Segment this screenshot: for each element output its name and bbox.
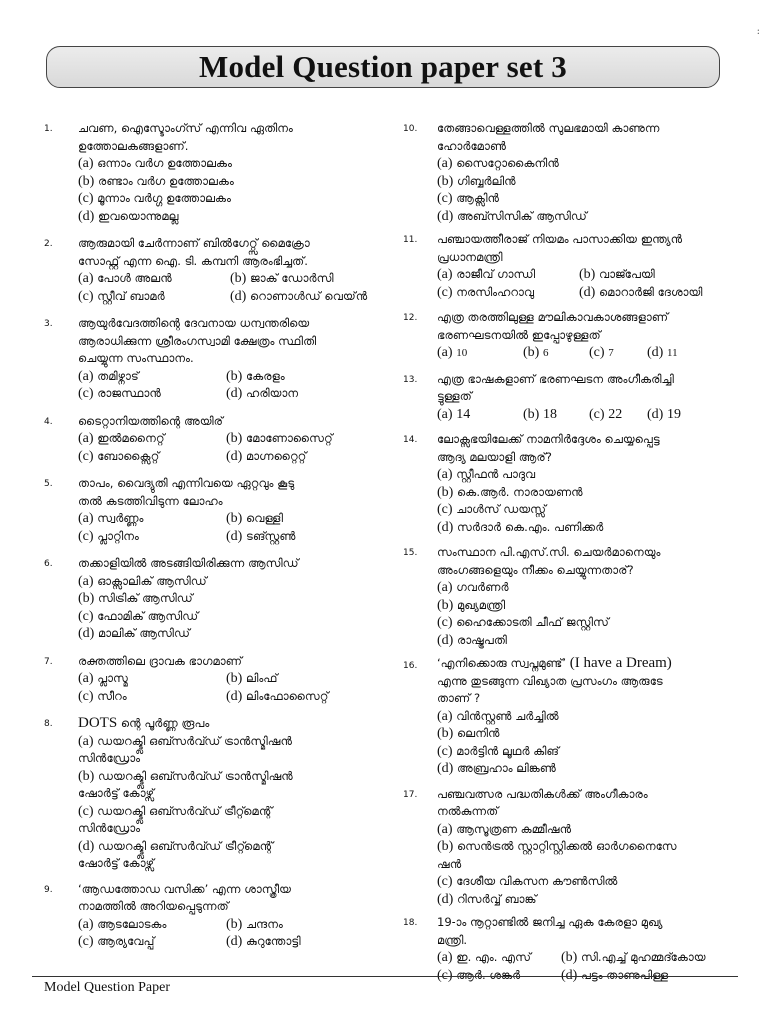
option-c: (c) സ്റ്റീവ് ബാമർ: [78, 288, 165, 304]
question-7: [44, 653, 372, 706]
question-text-line: നാമത്തിൽ അറിയപ്പെടുന്നത്: [78, 899, 229, 913]
question-text-line: മന്ത്രി.: [437, 932, 468, 947]
question-text-line: ആരുമായി ചേർന്നാണ് ബിൽഗേറ്റ്സ് മൈക്രോ: [78, 236, 310, 250]
option-c: (c) ആർ. ശങ്കർ: [437, 967, 521, 983]
question-text-line: തൽ കടത്തിവിടുന്ന ലോഹം: [78, 493, 223, 508]
option-b: (b) സെൻട്രൽ സ്റ്റാറ്റിസ്റ്റിക്കൽ ഓർഗനൈസേ: [437, 839, 677, 854]
question-number: 15.: [403, 548, 418, 558]
question-1: [44, 120, 372, 225]
option-b-cont: ഷോർട്ട് കോഴ്സ്: [78, 786, 155, 800]
option-c: (c) ഹൈക്കോടതി ചീഫ് ജസ്റ്റിസ്: [437, 615, 609, 630]
option-a: (a) ആടലോടകം: [78, 916, 167, 932]
option-a: (a) ഒന്നാം വർഗ ഉത്തോലകം: [78, 156, 232, 171]
option-b: (b) 18: [523, 406, 558, 422]
option-b: (b) മുഖ്യമന്ത്രി: [437, 597, 506, 613]
option-c: (c) മൂന്നാം വർഗ്ഗ ഉത്തോലകം: [78, 191, 231, 206]
option-b: (b) വെള്ളി: [226, 511, 283, 526]
question-text-line: രക്തത്തിലെ ദ്രാവക ഭാഗമാണ്: [78, 653, 243, 668]
option-c: (c) ദേശീയ വികസന കൗൺസിൽ: [437, 874, 618, 889]
option-d: (d) 19: [647, 406, 682, 422]
option-b: (b) ഗിബ്ബർലിൻ: [437, 173, 516, 189]
question-text-line: പഞ്ചവത്സര പദ്ധതികൾക്ക് അംഗീകാരം: [437, 786, 648, 801]
option-a: (a) രാജീവ് ഗാന്ധി: [437, 267, 536, 282]
question-6: [44, 555, 372, 643]
question-text-line: ടൈറ്റാനിയത്തിന്റെ അയിര്: [78, 413, 223, 428]
footer-divider: [32, 976, 738, 977]
page-title: Model Question paper set 3: [198, 49, 567, 84]
option-c: (c) ഡയറക്ട്ലി ഒബ്സർവ്ഡ് ട്രീറ്റ്മെന്റ്: [78, 803, 273, 819]
option-b: (b) കെ.ആർ. നാരായണൻ: [437, 484, 583, 500]
option-c: (c) സീറം: [78, 688, 127, 704]
question-number: 2.: [44, 239, 53, 249]
question-text-line: ലോക്സഭയിലേക്ക് നാമനിർദ്ദേശം ചെയ്യപ്പെട്ട: [437, 432, 660, 446]
option-b-cont: ഷൻ: [437, 856, 462, 871]
question-14: [403, 431, 729, 536]
question-text-line: അംഗങ്ങളെയും നീക്കം ചെയ്യുന്നതാര്?: [437, 562, 634, 577]
question-text-line: ‘ആഡത്തോഡ വസിക്ക’ എന്ന ശാസ്ത്രീയ: [78, 881, 291, 896]
question-text-line: ട്ടുള്ളത്: [437, 389, 472, 403]
question-17: [403, 786, 729, 909]
question-text-line: തക്കാളിയിൽ അടങ്ങിയിരിക്കുന്ന ആസിഡ്: [78, 556, 299, 570]
option-a: (a) പ്ലാസ്മ: [78, 671, 128, 686]
question-text-line: ചെയ്യുന്ന സംസ്ഥാനം.: [78, 351, 194, 365]
option-c: (c) 7: [589, 345, 614, 360]
option-b: (b) മോണോസൈറ്റ്: [226, 431, 333, 446]
option-d: (d) അബ്സിസിക് ആസിഡ്: [437, 208, 587, 224]
question-number: 14.: [403, 435, 418, 445]
acronym: DOTS: [78, 715, 118, 731]
question-text-line: പ്രധാനമന്ത്രി: [437, 249, 503, 264]
option-d: (d) മാഗ്നറ്റൈറ്റ്: [226, 448, 307, 464]
option-a: (a) ഡയറക്ട്ലി ഒബ്സർവ്ഡ് ട്രാൻസ്മിഷൻ: [78, 733, 293, 749]
title-banner: [46, 46, 720, 88]
question-16: [403, 655, 729, 778]
option-b: (b) ചന്ദനം: [226, 916, 283, 932]
question-text-line: എന്നു തുടങ്ങുന്ന വിഖ്യാത പ്രസംഗം ആരുടേ: [437, 673, 663, 688]
option-d: (d) ഹരിയാന: [226, 386, 299, 401]
option-d: (d) റിസർവ്വ് ബാങ്ക്: [437, 891, 537, 907]
question-number: 16.: [403, 661, 418, 671]
question-13: [403, 371, 729, 424]
option-a: (a) ഇ. എം. എസ്: [437, 950, 532, 965]
option-a: (a) പോൾ അലൻ: [78, 271, 172, 286]
option-c: (c) 22: [589, 406, 623, 422]
question-text-line: ആയുർവേദത്തിന്റെ ദേവനായ ധന്വന്തരിയെ: [78, 316, 310, 330]
question-text-line: ചവണ, ഐസ്ടോംഗ്സ് എന്നിവ ഏതിനം: [78, 121, 293, 135]
question-number: 17.: [403, 789, 418, 800]
question-number: 5.: [44, 479, 53, 489]
option-d: (d) ഇവയൊന്നുമല്ല: [78, 208, 179, 224]
english-quote: (I have a Dream): [569, 655, 672, 671]
question-number: 1.: [44, 124, 53, 134]
question-15: [403, 544, 729, 649]
option-d: (d) റൊണാൾഡ് വെയ്ൻ: [230, 288, 368, 304]
option-d: (d) സർദാർ കെ.എം. പണിക്കർ: [437, 519, 604, 535]
option-d-cont: ഷോർട്ട് കോഴ്സ്: [78, 856, 155, 870]
question-text-line: പഞ്ചായത്തീരാജ് നിയമം പാസാക്കിയ ഇന്ത്യൻ: [437, 232, 683, 246]
question-5: [44, 475, 372, 545]
option-a: (a) 10: [437, 345, 468, 360]
question-text-line: ഉത്തോലകങ്ങളാണ്.: [78, 138, 189, 153]
question-text-line: താപം, വൈദ്യുതി എന്നിവയെ ഏറ്റവും കൂടു: [78, 476, 295, 490]
option-d: (d) ലിംഫോസൈറ്റ്: [226, 688, 329, 704]
option-c: (c) നരസിംഹറാവു: [437, 284, 535, 300]
question-number: 12.: [403, 313, 418, 323]
option-b: (b) ലെനിൻ: [437, 726, 500, 741]
question-text-line: സോഫ്റ്റ് എന്ന ഐ. ടി. കമ്പനി ആരംഭിച്ചത്.: [78, 253, 308, 268]
question-number: 10.: [403, 124, 418, 134]
question-text-line: DOTS ന്റെ പൂർണ്ണ രൂപം: [78, 715, 210, 731]
question-3: [44, 315, 372, 403]
option-d: (d) കുറുന്തോട്ടി: [226, 934, 301, 949]
right-column: [403, 120, 729, 984]
question-text-line: ഭരണഘടനയിൽ ഇപ്പോഴുള്ളത്: [437, 327, 601, 342]
option-b: (b) സിട്രിക് ആസിഡ്: [78, 591, 193, 606]
question-text-line: എത്ര തരത്തിലുള്ള മൗലികാവകാശങ്ങളാണ്: [437, 310, 669, 324]
question-text-line: നൽകുന്നത്: [437, 804, 499, 818]
question-text-line: എത്ര ഭാഷകളാണ് ഭരണഘടന അംഗീകരിച്ചി: [437, 371, 674, 386]
left-column: [44, 120, 372, 951]
option-c: (c) രാജസ്ഥാൻ: [78, 386, 161, 401]
question-number: 8.: [44, 719, 53, 729]
option-a: (a) ഗവർണർ: [437, 580, 509, 595]
question-number: 7.: [44, 656, 53, 667]
question-11: [403, 231, 729, 301]
question-number: 18.: [403, 918, 418, 928]
option-c: (c) മാർട്ടിൻ ലൂഥർ കിങ്: [437, 743, 560, 759]
question-number: 6.: [44, 559, 53, 569]
option-b: (b) കേരളം: [226, 368, 285, 384]
question-9: [44, 881, 372, 951]
question-text-line: ആരാധിക്കുന്ന ശ്രീരംഗസ്വാമി ക്ഷേത്രം സ്ഥിതി: [78, 333, 317, 348]
option-a: (a) സൈറ്റോകൈനിൻ: [437, 156, 559, 171]
option-b: (b) 6: [523, 345, 549, 360]
question-4: [44, 413, 372, 466]
question-number: 11.: [403, 235, 418, 245]
option-c: (c) ചാൾസ് ഡയസ്സ്: [437, 502, 547, 517]
option-d: (d) അബ്രഹാം ലിങ്കൺ: [437, 761, 557, 776]
question-text-line: 19-ാം നൂറ്റാണ്ടിൽ ജനിച്ച ഏക കേരളാ മുഖ്യ: [437, 915, 663, 929]
option-b: (b) വാജ്പേയി: [579, 267, 655, 282]
question-text-line: തേങ്ങാവെള്ളത്തിൽ സുലഭമായി കാണുന്ന: [437, 121, 660, 135]
question-text-line: സംസ്ഥാന പി.എസ്.സി. ചെയർമാനെയും: [437, 545, 661, 559]
option-a: (a) തമിഴ്നാട്: [78, 368, 139, 384]
option-a: (a) ഓക്സാലിക് ആസിഡ്: [78, 573, 207, 589]
question-number: 3.: [44, 319, 53, 329]
question-18: [403, 914, 729, 984]
option-c: (c) ആര്യവേപ്പ്: [78, 934, 155, 949]
question-text-line: ഹോർമോൺ: [437, 138, 507, 153]
question-text-line: താണ് ?: [437, 691, 481, 705]
option-d: (d) മാലിക് ആസിഡ്: [78, 626, 190, 641]
question-2: [44, 235, 372, 305]
option-d: (d) മൊറാർജി ദേശായി: [579, 284, 703, 300]
option-c: (c) പ്ലാറ്റിനം: [78, 528, 139, 544]
option-d: (d) ടങ്സ്റ്റൺ: [226, 528, 296, 544]
option-c: (c) ബോക്സൈറ്റ്: [78, 448, 160, 464]
option-d: (d) 11: [647, 345, 678, 360]
option-b: (b) ജാക് ഡോർസി: [230, 271, 334, 286]
page-corner-mark: :: [756, 26, 760, 37]
option-b: (b) സി.എച്ച് മുഹമ്മദ്കോയ: [561, 950, 706, 965]
question-10: [403, 120, 729, 225]
option-a: (a) ഇൽമനൈറ്റ്: [78, 431, 165, 446]
question-number: 4.: [44, 416, 53, 427]
option-b: (b) രണ്ടാം വർഗ ഉത്തോലകം: [78, 173, 234, 189]
option-c: (c) ആക്സിൻ: [437, 191, 499, 206]
option-b: (b) ലിംഫ്: [226, 671, 278, 686]
option-a-cont: സിൻഡ്രോം: [78, 751, 141, 765]
option-c: (c) ഫോമിക് ആസിഡ്: [78, 608, 199, 624]
option-b: (b) ഡയറക്ട്ലി ഒബ്സർവ്ഡ് ട്രാൻസ്മിഷൻ: [78, 768, 293, 784]
option-d: (d) രാഷ്ട്രപതി: [437, 632, 507, 648]
option-a: (a) സ്വർണ്ണം: [78, 511, 144, 526]
question-12: [403, 309, 729, 363]
option-d: (d) പട്ടം താണുപിള്ള: [561, 967, 669, 983]
option-a: (a) 14: [437, 406, 471, 422]
option-a: (a) ആസൂത്രണ കമ്മീഷൻ: [437, 821, 572, 837]
option-a: (a) വിൻസ്റ്റൺ ചർച്ചിൽ: [437, 708, 559, 724]
option-d: (d) ഡയറക്ട്ലി ഒബ്സർവ്ഡ് ട്രീറ്റ്മെന്റ്: [78, 838, 274, 854]
option-a: (a) സ്റ്റീഫൻ പാദുവ: [437, 467, 536, 482]
question-number: 13.: [403, 374, 418, 385]
option-c-cont: സിൻഡ്രോം: [78, 821, 141, 835]
question-number: 9.: [44, 884, 53, 895]
footer-label: Model Question Paper: [44, 980, 170, 995]
question-text-line: ആദ്യ മലയാളി ആര്?: [437, 449, 552, 464]
question-8: [44, 715, 372, 873]
question-text-line: ‘എനിക്കൊരു സ്വപ്നമുണ്ട്’ (I have a Dream): [437, 655, 672, 671]
